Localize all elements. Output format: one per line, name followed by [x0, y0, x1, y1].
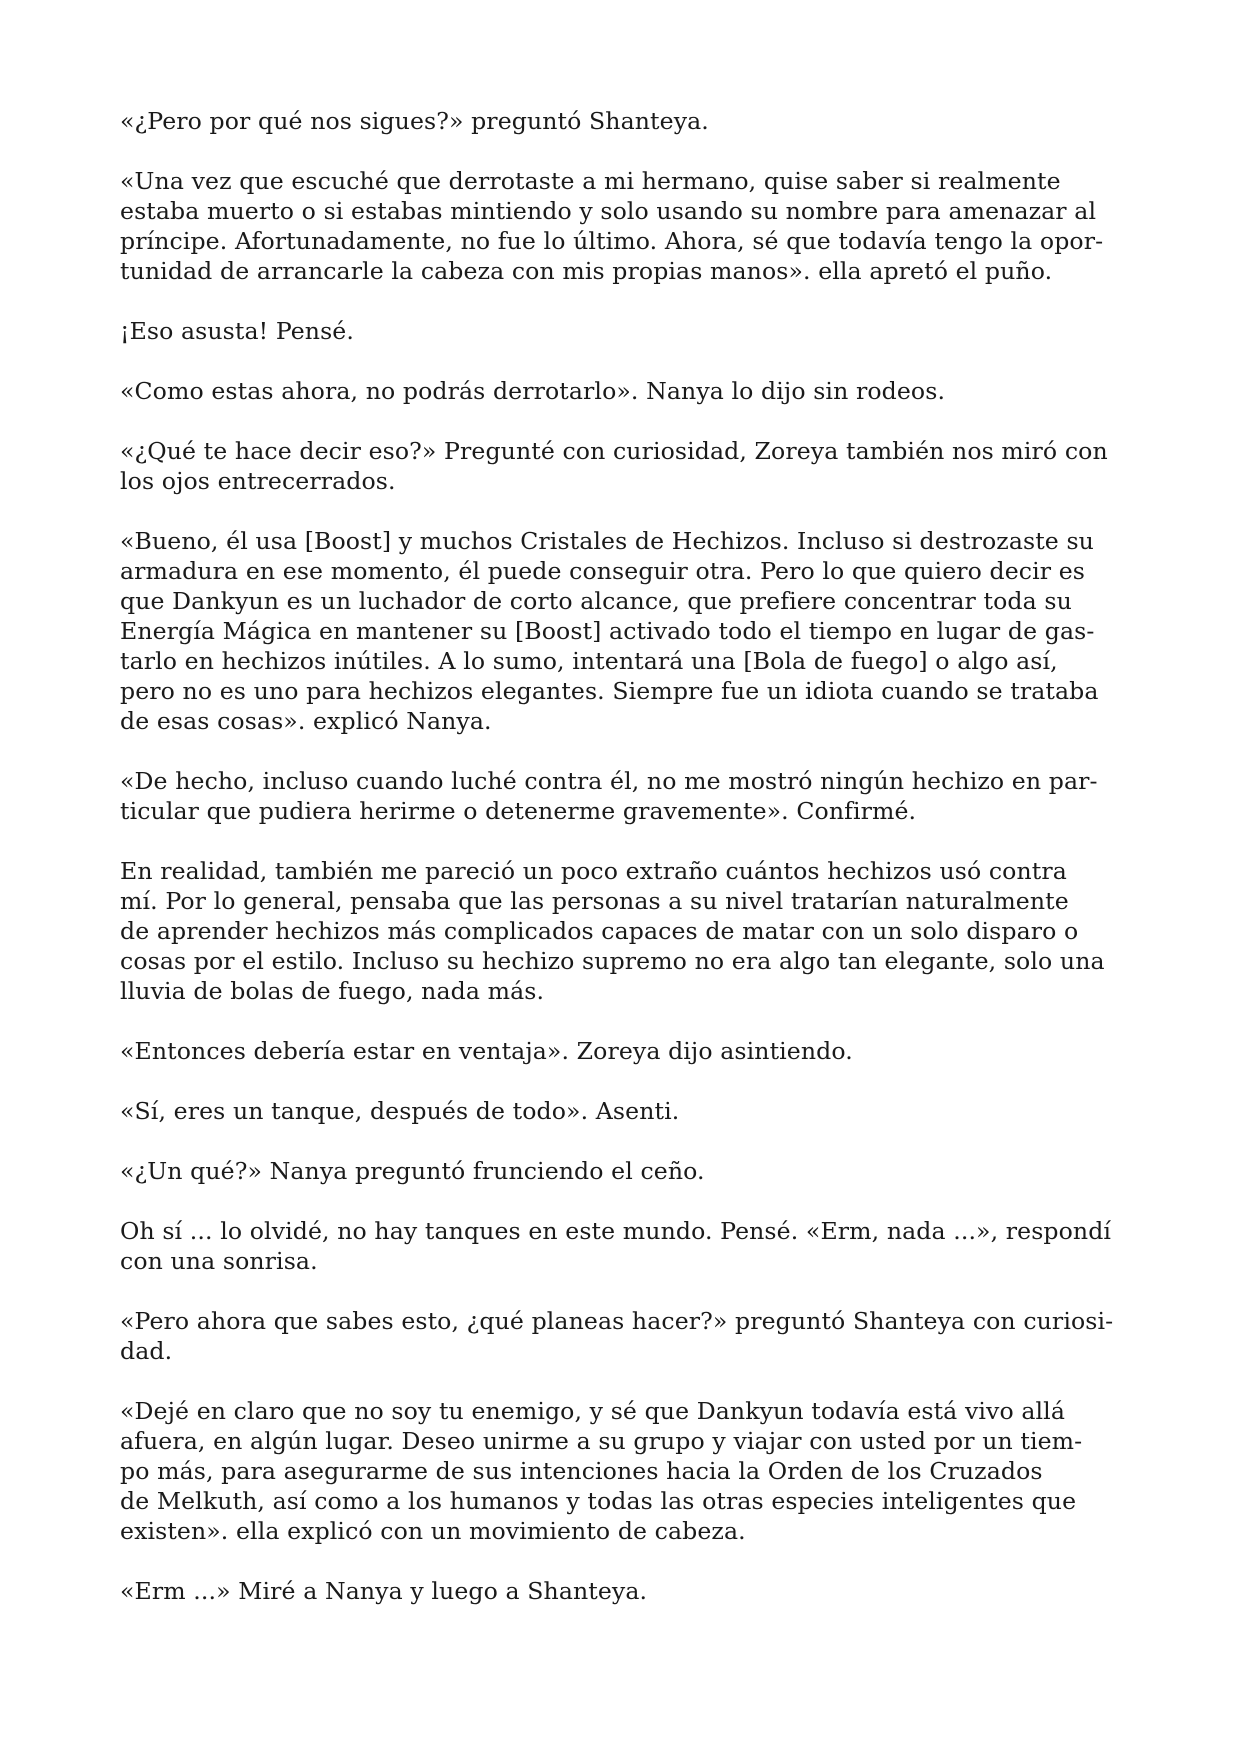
paragraph: «¿Un qué?» Nanya preguntó frunciendo el ceño. [120, 1157, 705, 1185]
paragraph: «¿Qué te hace decir eso?» Pregunté con curiosidad, Zoreya también nos miró con los ojos entrecerrados. [120, 437, 1108, 495]
paragraph: «¿Pero por qué nos sigues?» preguntó Shanteya. [120, 107, 709, 135]
paragraph: «Bueno, él usa [Boost] y muchos Cristales de Hechizos. Incluso si destrozaste su armadura en ese momento, él puede conseguir otra. Pero lo que quiero decir es que Dankyun es un luchador de corto alcance, que prefiere concentrar toda su Energía Mágica en mantener su [Boost] activado todo el tiempo en lugar de gas- tarlo en hechizos inútiles. A lo sumo, intentará una [Bola de fuego] o algo así, pero no es uno para hechizos elegantes. Siempre fue un idiota cuando se trataba de esas cosas». explicó Nanya. [120, 527, 1099, 735]
paragraph: En realidad, también me pareció un poco extraño cuántos hechizos usó contra mí. Por lo general, pensaba que las personas a su nivel tratarían naturalmente de aprender hechizos más complicados capaces de matar con un solo disparo o cosas por el estilo. Incluso su hechizo supremo no era algo tan elegante, solo una lluvia de bolas de fuego, nada más. [120, 857, 1105, 1005]
paragraph: «Erm ...» Miré a Nanya y luego a Shanteya. [120, 1577, 648, 1605]
paragraph: «Una vez que escuché que derrotaste a mi hermano, quise saber si realmente estaba muerto o si estabas mintiendo y solo usando su nombre para amenazar al príncipe. Afortunadamente, no fue lo último. Ahora, sé que todavía tengo la opor- tunidad de arrancarle la cabeza con mis propias manos». ella apretó el puño. [120, 167, 1104, 285]
paragraph: «Dejé en claro que no soy tu enemigo, y sé que Dankyun todavía está vivo allá afuera, en algún lugar. Deseo unirme a su grupo y viajar con usted por un tiem- po más, para asegurarme de sus intenciones hacia la Orden de los Cruzados de Melkuth, así como a los humanos y todas las otras especies inteligentes que existen». ella explicó con un movimiento de cabeza. [120, 1397, 1083, 1545]
paragraph: Oh sí ... lo olvidé, no hay tanques en este mundo. Pensé. «Erm, nada ...», respondí con una sonrisa. [120, 1217, 1112, 1275]
paragraph: «Como estas ahora, no podrás derrotarlo». Nanya lo dijo sin rodeos. [120, 377, 946, 405]
paragraph: «Pero ahora que sabes esto, ¿qué planeas hacer?» preguntó Shanteya con curiosi- dad. [120, 1307, 1114, 1365]
paragraph: ¡Eso asusta! Pensé. [120, 317, 354, 345]
paragraph: «Entonces debería estar en ventaja». Zoreya dijo asintiendo. [120, 1037, 853, 1065]
text-column [120, 106, 1130, 1606]
paragraph: «Sí, eres un tanque, después de todo». Asenti. [120, 1097, 680, 1125]
paragraph: «De hecho, incluso cuando luché contra él, no me mostró ningún hechizo en par- ticular que pudiera herirme o detenerme gravemente». Confirmé. [120, 767, 1098, 825]
